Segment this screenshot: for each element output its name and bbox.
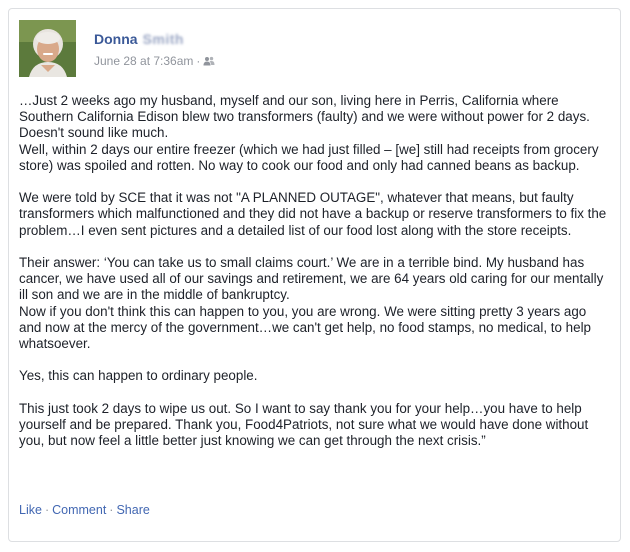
friends-icon[interactable] — [203, 55, 215, 69]
like-link[interactable]: Like — [19, 503, 42, 517]
author-last-name-obscured: Smith — [142, 31, 184, 47]
avatar-photo — [19, 20, 76, 77]
post-paragraph: This just took 2 days to wipe us out. So I want to say thank you for your help…you have to help yourself and be prepared. Thank you, Food4Patriots, not sure what we would have done without you, but now feel a little better just knowing we can get through the next crisis.” — [19, 400, 589, 449]
meta-separator: · — [196, 54, 201, 68]
post-header — [19, 20, 610, 78]
action-separator: · — [44, 503, 50, 517]
author-name[interactable] — [94, 31, 184, 47]
post-actions — [19, 503, 150, 517]
comment-link[interactable]: Comment — [52, 503, 107, 517]
post-paragraph: We were told by SCE that it was not "A PLANNED OUTAGE", whatever that means, but faulty transformers which malfunctioned and they did not have a backup or reserve transformers to fix the problem…I even sent pictures and a detailed list of our food lost along with the store receipts. — [19, 190, 607, 238]
post-paragraph: Their answer: ‘You can take us to small claims court.’ We are in a terrible bind. My husband has cancer, we have used all of our savings and retirement, we are 64 years old caring for our mentally ill son and we are in the middle of bankruptcy. Now if you don't think this can happen to you, you are wrong. We were sitting pretty 3 years ago and now at the mercy of the government…we can't get help, no food stamps, no medical, to help whatsoever. — [19, 255, 604, 352]
author-first-name[interactable]: Donna — [94, 31, 138, 47]
post-body — [19, 93, 611, 466]
share-link[interactable]: Share — [116, 503, 150, 517]
post-paragraph: Yes, this can happen to ordinary people. — [19, 368, 258, 384]
post-timestamp[interactable]: June 28 at 7:36am — [94, 54, 194, 68]
post-card — [8, 8, 621, 542]
action-separator: · — [109, 503, 114, 517]
avatar[interactable] — [19, 20, 76, 77]
post-meta — [94, 54, 215, 69]
post-paragraph: …Just 2 weeks ago my husband, myself and our son, living here in Perris, California where Southern California Edison blew two transformers (faulty) and we were without power for 2 days. Doesn't sound like much. Well, within 2 days our entire freezer (which we had just filled – [we] still had receipts from grocery store) was spoiled and rotten. No way to cook our food and only had canned beans as backup. — [19, 93, 599, 173]
